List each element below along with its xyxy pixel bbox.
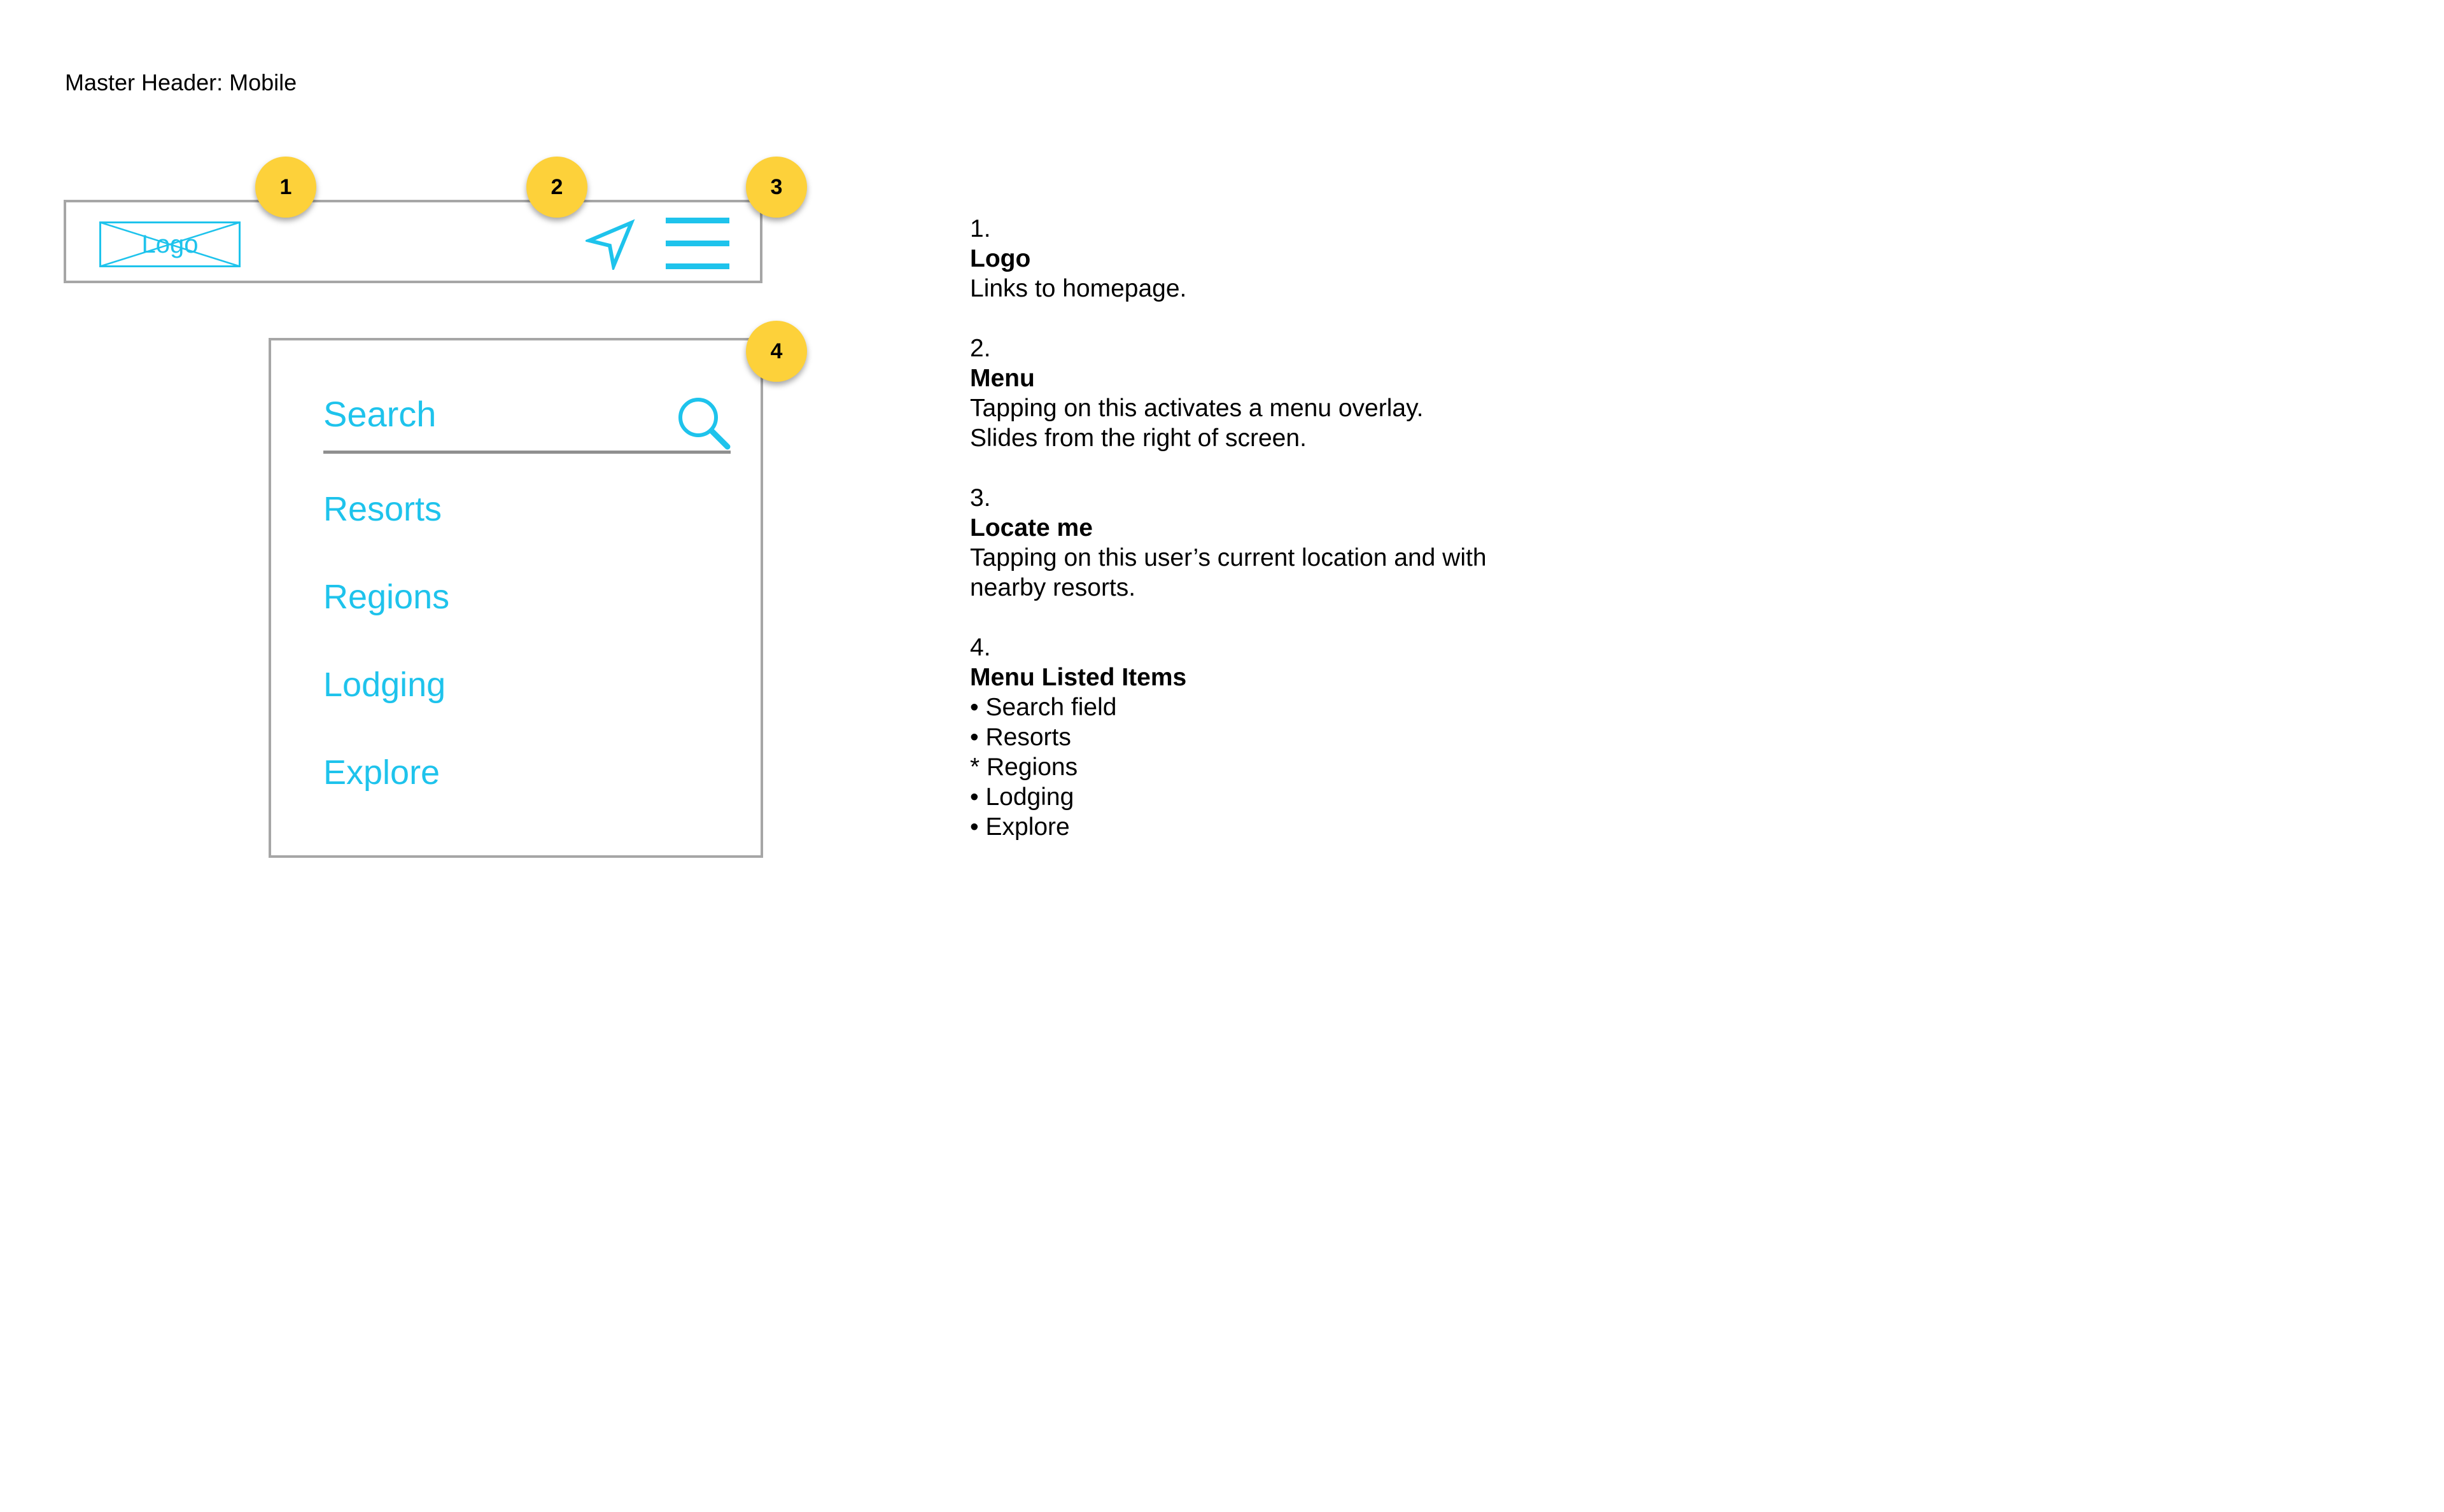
menu-item-explore[interactable]: Explore [323, 753, 440, 792]
callout-marker-2: 2 [526, 157, 587, 218]
callout-marker-4: 4 [746, 321, 807, 382]
menu-item-regions[interactable]: Regions [323, 578, 450, 616]
note-number: 4. [970, 634, 991, 661]
note-line: • Lodging [970, 783, 1074, 811]
note-line: • Resorts [970, 724, 1071, 751]
note-line: • Search field [970, 694, 1117, 721]
annotation-notes [970, 214, 1606, 872]
note-title: Menu Listed Items [970, 664, 1187, 691]
note-locate-me [970, 483, 1606, 603]
note-title: Logo [970, 245, 1031, 272]
note-line: Tapping on this activates a menu overlay. [970, 395, 1424, 422]
menu-item-lodging[interactable]: Lodging [323, 666, 446, 704]
search-icon [677, 396, 731, 451]
menu-list [323, 487, 449, 838]
note-line: * Regions [970, 753, 1078, 781]
location-arrow-icon [586, 219, 636, 270]
note-line: nearby resorts. [970, 574, 1136, 601]
note-logo [970, 214, 1606, 304]
note-number: 2. [970, 335, 991, 362]
locate-me-button[interactable] [586, 219, 636, 270]
note-line: Tapping on this user’s current location and with [970, 544, 1487, 571]
search-input[interactable] [323, 391, 654, 436]
logo-link[interactable] [99, 221, 241, 267]
note-line: Links to homepage. [970, 275, 1187, 302]
page-title: Master Header: Mobile [65, 69, 297, 95]
note-line: Slides from the right of screen. [970, 424, 1307, 452]
note-title: Menu [970, 365, 1035, 392]
callout-marker-3: 3 [746, 157, 807, 218]
menu-button[interactable] [664, 216, 731, 271]
note-menu [970, 333, 1606, 453]
note-line: • Explore [970, 813, 1070, 841]
menu-item-resorts[interactable]: Resorts [323, 490, 442, 528]
menu-overlay-wireframe [269, 338, 763, 858]
note-number: 3. [970, 484, 991, 512]
note-number: 1. [970, 215, 991, 242]
hamburger-menu-icon [664, 216, 731, 271]
mobile-header-wireframe [64, 200, 762, 283]
note-title: Locate me [970, 514, 1093, 542]
search-button[interactable] [677, 396, 731, 451]
note-menu-items [970, 633, 1606, 842]
callout-marker-1: 1 [255, 157, 316, 218]
search-field [323, 372, 731, 454]
logo-label: Logo [141, 230, 199, 258]
